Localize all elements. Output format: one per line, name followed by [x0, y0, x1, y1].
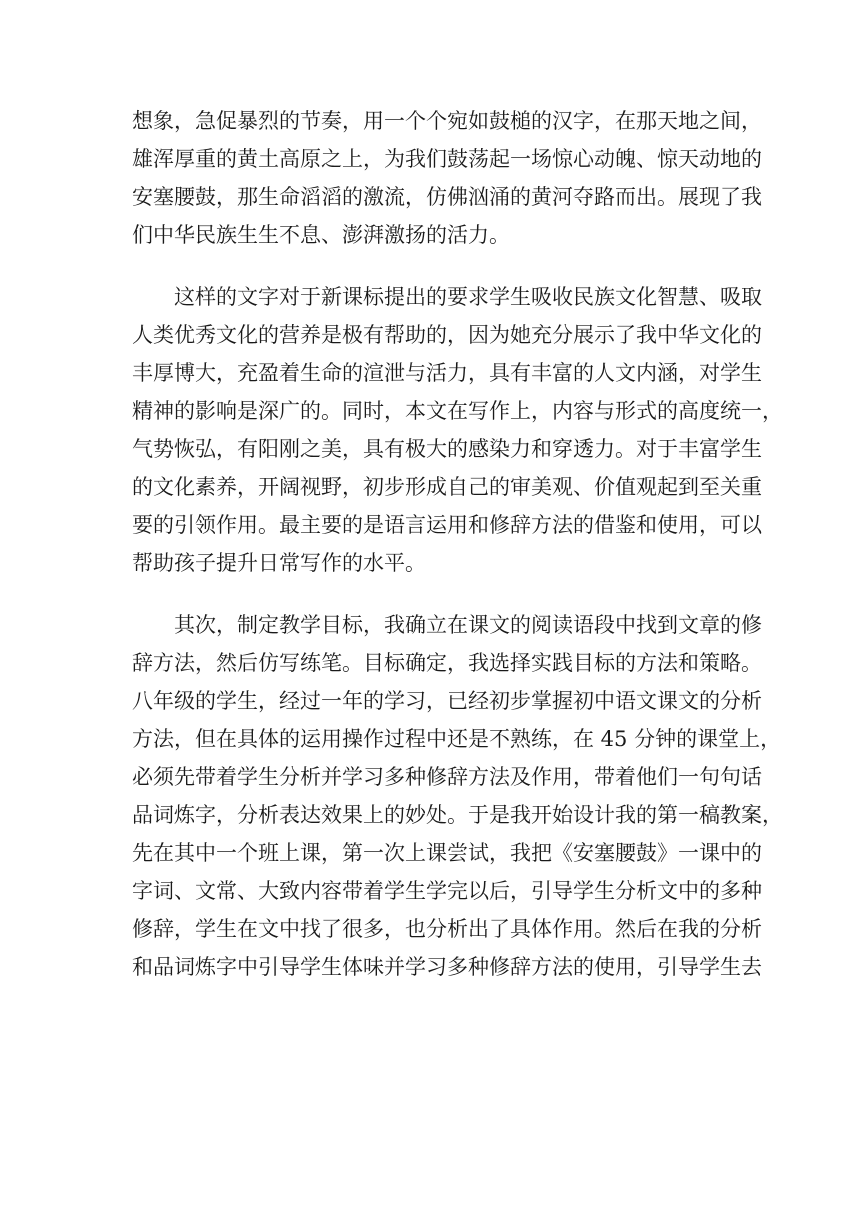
text-line: 的文化素养，开阔视野，初步形成自己的审美观、价值观起到至关重 [132, 475, 762, 499]
document-body [132, 102, 783, 986]
text-line: 气势恢弘，有阳刚之美，具有极大的感染力和穿透力。对于丰富学生 [132, 437, 762, 461]
text-line: 其次，制定教学目标，我确立在课文的阅读语段中找到文章的修 [174, 613, 762, 637]
text-line: 帮助孩子提升日常写作的水平。 [132, 551, 426, 575]
text-line: 这样的文字对于新课标提出的要求学生吸收民族文化智慧、吸取 [174, 285, 762, 309]
text-line: 雄浑厚重的黄土高原之上，为我们鼓荡起一场惊心动魄、惊天动地的 [132, 147, 762, 171]
text-line: 方法，但在具体的运用操作过程中还是不熟练，在 45 分钟的课堂上， [132, 727, 782, 751]
text-line: 们中华民族生生不息、澎湃激扬的活力。 [132, 223, 510, 247]
paragraph-2 [132, 278, 783, 582]
text-line: 辞方法，然后仿写练笔。目标确定，我选择实践目标的方法和策略。 [132, 651, 762, 675]
text-line: 先在其中一个班上课，第一次上课尝试，我把《安塞腰鼓》一课中的 [132, 841, 762, 865]
text-line: 人类优秀文化的营养是极有帮助的，因为她充分展示了我中华文化的 [132, 323, 762, 347]
paragraph-3 [132, 606, 783, 986]
text-line: 和品词炼字中引导学生体味并学习多种修辞方法的使用，引导学生去 [132, 955, 762, 979]
text-line: 字词、文常、大致内容带着学生学完以后，引导学生分析文中的多种 [132, 879, 762, 903]
text-line: 丰厚博大，充盈着生命的渲泄与活力，具有丰富的人文内涵，对学生 [132, 361, 762, 385]
paragraph-1 [132, 102, 762, 254]
text-line: 修辞，学生在文中找了很多，也分析出了具体作用。然后在我的分析 [132, 917, 762, 941]
text-line: 品词炼字，分析表达效果上的妙处。于是我开始设计我的第一稿教案， [132, 803, 783, 827]
text-line: 想象，急促暴烈的节奏，用一个个宛如鼓槌的汉字，在那天地之间， [132, 109, 762, 133]
text-line: 八年级的学生，经过一年的学习，已经初步掌握初中语文课文的分析 [132, 689, 762, 713]
text-line: 精神的影响是深广的。同时，本文在写作上，内容与形式的高度统一， [132, 399, 783, 423]
text-line: 安塞腰鼓，那生命滔滔的激流，仿佛汹涌的黄河夺路而出。展现了我 [132, 185, 762, 209]
text-line: 要的引领作用。最主要的是语言运用和修辞方法的借鉴和使用，可以 [132, 513, 762, 537]
text-line: 必须先带着学生分析并学习多种修辞方法及作用，带着他们一句句话 [132, 765, 762, 789]
